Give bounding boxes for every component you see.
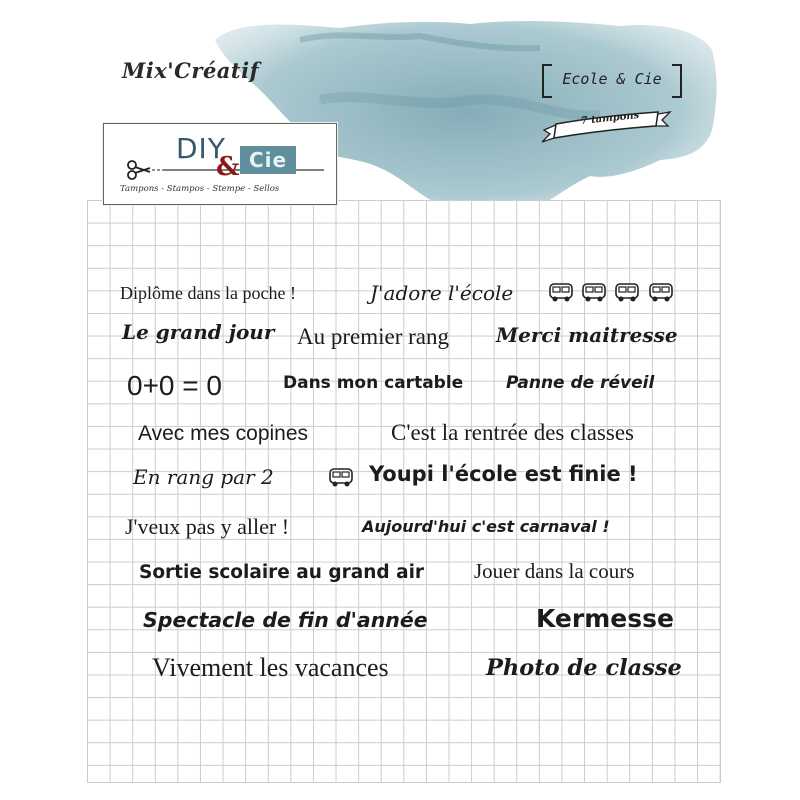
brand-name: Mix'Créatif (122, 58, 260, 83)
diy-logo (103, 123, 337, 205)
stamp-phrase: Jouer dans la cours (474, 559, 635, 583)
collection-title (542, 64, 682, 94)
logo-cie-box: Cie (240, 146, 296, 174)
stamp-phrase: Au premier rang (297, 324, 449, 349)
logo-ampersand: & (216, 152, 240, 182)
stamp-phrase: Youpi l'école est finie ! (369, 462, 638, 486)
stamp-phrase: Vivement les vacances (152, 653, 389, 682)
stamp-phrase: C'est la rentrée des classes (391, 420, 634, 445)
stamp-phrase: Panne de réveil (506, 373, 655, 393)
stamp-phrase: Avec mes copines (138, 422, 309, 445)
stamp-phrase: Spectacle de fin d'année (143, 608, 428, 632)
school-bus-icon (328, 466, 354, 488)
collection-count: 7 tampons (580, 109, 640, 128)
school-bus-icon (614, 281, 640, 303)
stamp-phrase: J'veux pas y aller ! (125, 514, 290, 539)
collection-name: Ecole & Cie (562, 70, 662, 88)
stamp-phrase: Merci maitresse (496, 323, 678, 347)
school-bus-icon (581, 281, 607, 303)
stamp-phrase: Kermesse (536, 604, 674, 633)
stamp-phrase: Dans mon cartable (283, 373, 464, 393)
bracket-right (672, 64, 682, 98)
logo-diy-text: DIY (176, 132, 226, 165)
stamp-phrase: En rang par 2 (133, 465, 274, 489)
stamp-phrase: Diplôme dans la poche ! (120, 283, 296, 303)
logo-subtitle: Tampons - Stampos - Stempe - Sellos (120, 184, 280, 194)
stamp-phrase: 0+0 = 0 (127, 370, 222, 401)
stamp-phrase: Photo de classe (486, 655, 682, 681)
stamp-phrase: Sortie scolaire au grand air (139, 562, 425, 583)
school-bus-icon (648, 281, 674, 303)
stamp-phrase: Aujourd'hui c'est carnaval ! (362, 517, 610, 536)
stamp-phrase: Le grand jour (122, 320, 275, 344)
stamp-phrase: J'adore l'école (370, 281, 514, 305)
school-bus-icon (548, 281, 574, 303)
